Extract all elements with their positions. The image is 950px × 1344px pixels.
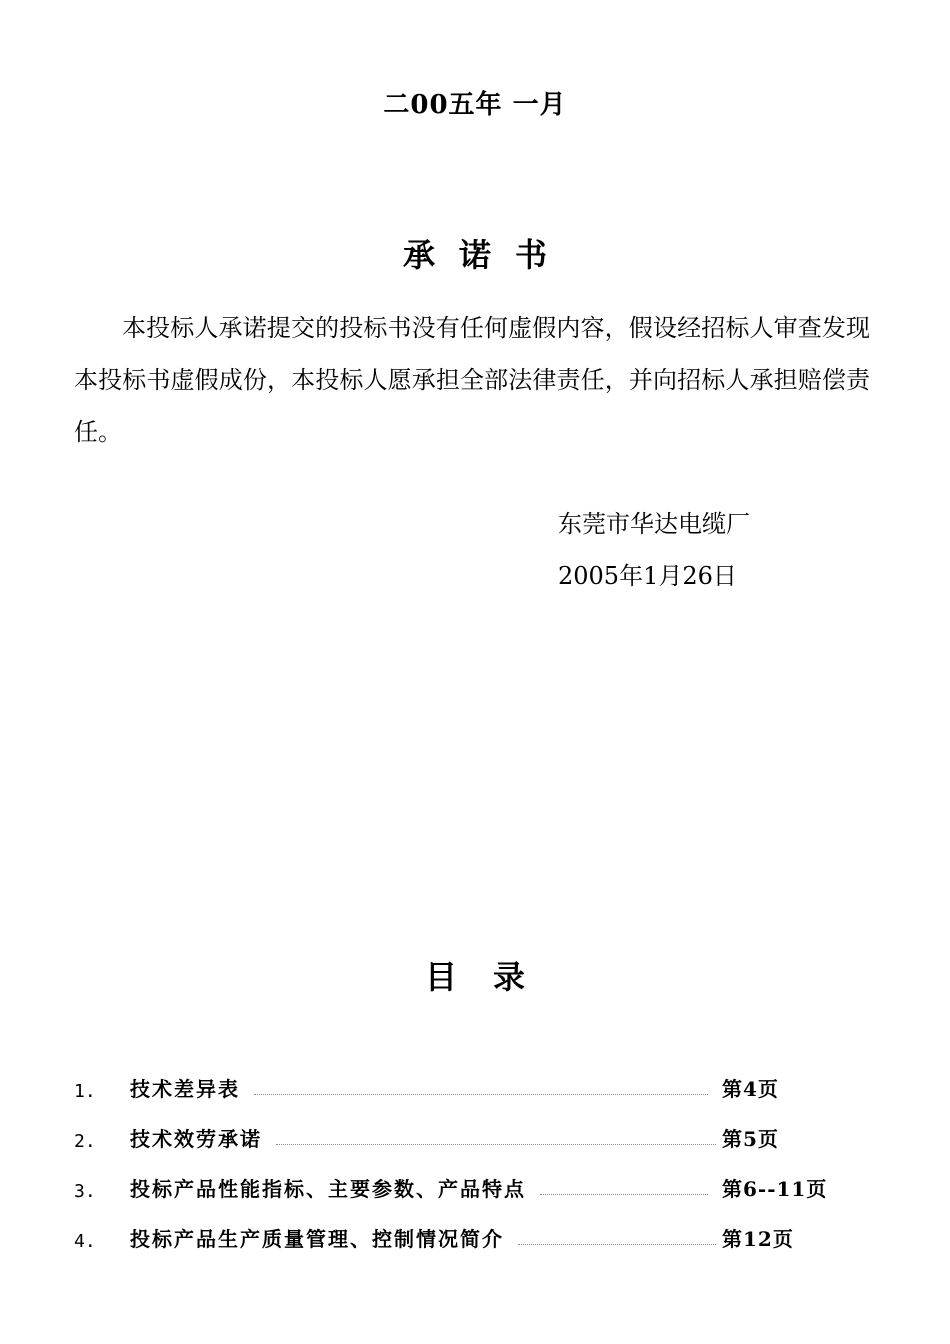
toc-entry-title: 技术效劳承诺 (130, 1127, 262, 1151)
toc-entry-number: 1. (74, 1081, 96, 1102)
toc-entry-page: 第4页 (722, 1077, 779, 1101)
toc-entry-number: 3. (74, 1181, 96, 1202)
signature-block (558, 498, 750, 602)
toc-entry-number: 4. (74, 1231, 96, 1252)
table-of-contents (74, 1052, 850, 1252)
toc-entry-title: 技术差异表 (130, 1077, 240, 1101)
toc-entry-page: 第12页 (722, 1227, 794, 1251)
toc-entry[interactable] (74, 1102, 850, 1152)
cover-date-title: 二00五年 一月 (383, 90, 567, 120)
toc-entry-page: 第5页 (722, 1127, 779, 1151)
toc-dot-leader (518, 1244, 716, 1245)
toc-entry-page: 第6--11页 (722, 1177, 828, 1201)
toc-entry-title: 投标产品生产质量管理、控制情况简介 (130, 1227, 504, 1251)
toc-dot-leader (254, 1094, 708, 1095)
toc-entry[interactable] (74, 1152, 850, 1202)
pledge-title: 承诺书 (402, 236, 571, 274)
toc-entry[interactable] (74, 1052, 850, 1102)
toc-entry-number: 2. (74, 1131, 96, 1152)
toc-dot-leader (276, 1144, 716, 1145)
pledge-body-text: 本投标人承诺提交的投标书没有任何虚假内容，假设经招标人审查发现本投标书虚假成份，本投标人愿承担全部法律责任，并向招标人承担赔偿责任。 (74, 314, 870, 446)
toc-entry[interactable] (74, 1202, 850, 1252)
signatory-name: 东莞市华达电缆厂 (558, 510, 750, 538)
signature-date: 2005年1月26日 (558, 562, 737, 590)
toc-title: 目录 (424, 958, 561, 996)
toc-dot-leader (540, 1194, 708, 1195)
toc-entry-title: 投标产品性能指标、主要参数、产品特点 (130, 1177, 526, 1201)
